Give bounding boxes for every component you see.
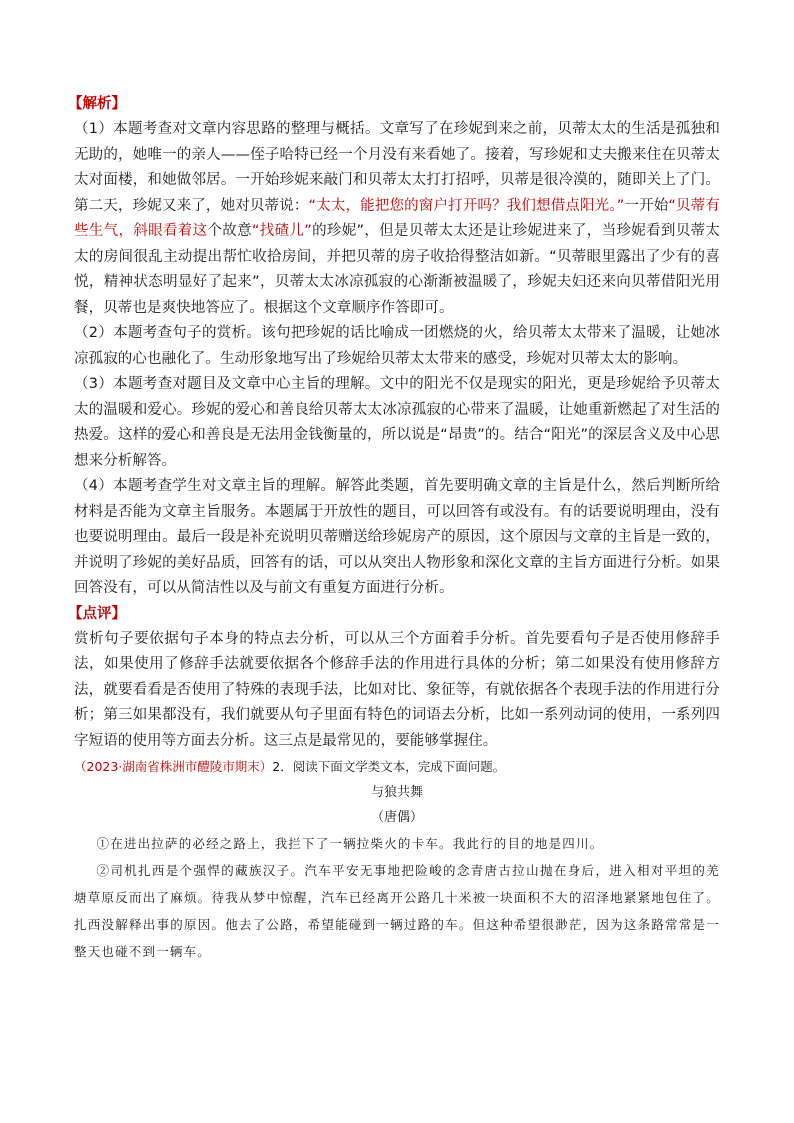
analysis-p1-part-d: 的珍妮”，但是贝蒂太太还是让珍妮进来了，当珍妮看到贝蒂太太的房间很乱主动提出帮忙收拾房间，并把贝蒂的房子收拾得整洁如新。“贝蒂眼里露出了少有的喜悦，精神状态明显好了起来”，贝蒂太太冰凉孤寂的心渐渐被温暖了，珍妮夫妇还来向贝蒂借阳光用餐，贝蒂也是爽快地答应了。根据这个文章顺序作答即可。 bbox=[74, 223, 720, 316]
question-prompt: 2．阅读下面文学类文本，完成下面问题。 bbox=[272, 759, 506, 774]
question-source-line bbox=[74, 754, 720, 779]
analysis-heading: 【解析】 bbox=[68, 96, 126, 112]
analysis-paragraph-4: （4）本题考查学生对文章主旨的理解。解答此类题，首先要明确文章的主旨是什么，然后判断所给材料是否能为文章主旨服务。本题属于开放性的题目，可以回答有或没有。有的话要说明理由，没有也要说明理由。最后一段是补充说明贝蒂赠送给珍妮房产的原因，这个原因与文章的主旨是一致的，并说明了珍妮的美好品质，回答有的话，可以从突出人物形象和深化文章的主旨方面进行分析。如果回答没有，可以从简洁性以及与前文有重复方面进行分析。 bbox=[74, 478, 720, 596]
analysis-paragraph-3: （3）本题考查对题目及文章中心主旨的理解。文中的阳光不仅是现实的阳光，更是珍妮给予贝蒂太太的温暖和爱心。珍妮的爱心和善良给贝蒂太太冰凉孤寂的心带来了温暖，让她重新燃起了对生活的热爱。这样的爱心和善良是无法用金钱衡量的，所以说是“昂贵”的。结合“阳光”的深层含义及中心思想来分析解答。 bbox=[74, 376, 720, 469]
analysis-p1-quote-3: “找碴儿” bbox=[251, 223, 312, 239]
analysis-paragraph-1 bbox=[74, 117, 720, 321]
analysis-paragraph-2: （2）本题考查句子的赏析。该句把珍妮的话比喻成一团燃烧的火，给贝蒂太太带来了温暖，让她冰凉孤寂的心也融化了。生动形象地写出了珍妮给贝蒂太太带来的感受，珍妮对贝蒂太太的影响。 bbox=[74, 325, 720, 367]
comment-heading: 【点评】 bbox=[68, 605, 126, 622]
story-author: （唐偶） bbox=[370, 810, 423, 825]
analysis-p1-part-c: 个故意 bbox=[207, 223, 252, 239]
analysis-p1-part-a: （1）本题考查对文章内容思路的整理与概括。文章写了在珍妮到来之前，贝蒂太太的生活是孤独和无助的，她唯一的亲人——侄子哈特已经一个月没有来看她了。接着，写珍妮和丈夫搬来住在贝蒂太太对面楼，和她做邻居。一开始珍妮来敲门和贝蒂太太打打招呼，贝蒂是很冷漠的，随即关上了门。第二天，珍妮又来了，她对贝蒂说： bbox=[74, 121, 720, 214]
document-page bbox=[68, 92, 720, 965]
story-paragraph-1: ①在进出拉萨的必经之路上，我拦下了一辆拉柴火的卡车。我此行的目的地是四川。 bbox=[96, 836, 604, 851]
analysis-p1-part-b: 一开始 bbox=[624, 197, 669, 214]
question-source: （2023·湖南省株洲市醴陵市期末） bbox=[74, 759, 273, 774]
analysis-p1-quote-1: “太太，能把您的窗户打开吗？我们想借点阳光。” bbox=[308, 197, 625, 214]
analysis-p1-quote-2: “贝蒂有些生气，斜眼看着这 bbox=[74, 197, 720, 239]
story-title: 与狼共舞 bbox=[370, 785, 423, 800]
comment-paragraph: 赏析句子要依据句子本身的特点去分析，可以从三个方面着手分析。首先要看句子是否使用修辞手法，如果使用了修辞手法就要依据各个修辞手法的作用进行具体的分析；第二如果没有使用修辞方法，就要看看是否使用了特殊的表现手法，比如对比、象征等，有就依据各个表现手法的作用进行分析；第三如果都没有，我们就要从句子里面有特色的词语去分析，比如一系列动词的使用，一系列四字短语的使用等方面去分析。这三点是最常见的，要能够掌握住。 bbox=[74, 630, 720, 749]
story-paragraph-2: ②司机扎西是个强悍的藏族汉子。汽车平安无事地把险峻的念青唐古拉山抛在身后，进入相对平坦的羌塘草原反而出了麻烦。待我从梦中惊醒，汽车已经离开公路几十米被一块面积不大的沼泽地紧紧地包住了。扎西没解释出事的原因。他去了公路，希望能碰到一辆过路的车。但这种希望很渺茫，因为这条路常常是一整天也碰不到一辆车。 bbox=[74, 863, 720, 959]
